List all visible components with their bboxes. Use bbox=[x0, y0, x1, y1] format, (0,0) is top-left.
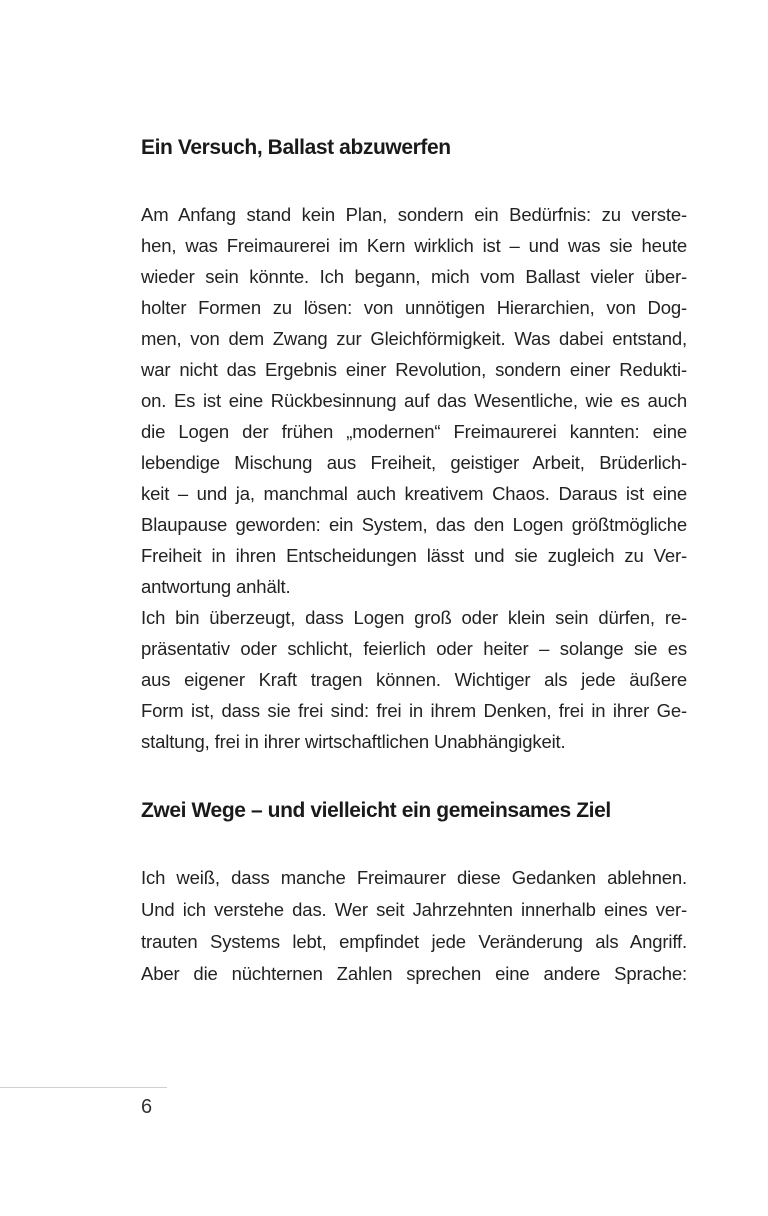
text-line: Am Anfang stand kein Plan, sondern ein Bedürfnis: zu verste- bbox=[141, 204, 687, 225]
text-line: men, von dem Zwang zur Gleichförmigkeit. Was dabei entstand, bbox=[141, 328, 687, 349]
text-line: hen, was Freimaurerei im Kern wirklich ist – und was sie heute bbox=[141, 235, 687, 256]
text-line: Form ist, dass sie frei sind: frei in ihrem Denken, frei in ihrer Ge- bbox=[141, 700, 687, 721]
text-line: Ich weiß, dass manche Freimaurer diese Gedanken ablehnen. bbox=[141, 867, 687, 888]
text-line: die Logen der frühen „modernen“ Freimaurerei kannten: eine bbox=[141, 421, 687, 442]
text-line: Aber die nüchternen Zahlen sprechen eine andere Sprache: bbox=[141, 963, 687, 984]
text-line: lebendige Mischung aus Freiheit, geistiger Arbeit, Brüderlich- bbox=[141, 452, 687, 473]
footer-divider bbox=[0, 1087, 167, 1088]
text-line: Freiheit in ihren Entscheidungen lässt und sie zugleich zu Ver- bbox=[141, 545, 687, 566]
section-heading-zwei-wege: Zwei Wege – und vielleicht ein gemeinsames Ziel bbox=[141, 799, 611, 822]
text-line: präsentativ oder schlicht, feierlich oder heiter – solange sie es bbox=[141, 638, 687, 659]
section-heading-ballast: Ein Versuch, Ballast abzuwerfen bbox=[141, 136, 451, 159]
text-line: aus eigener Kraft tragen können. Wichtiger als jede äußere bbox=[141, 669, 687, 690]
text-line: trauten Systems lebt, empfindet jede Veränderung als Angriff. bbox=[141, 931, 687, 952]
text-line: holter Formen zu lösen: von unnötigen Hierarchien, von Dog- bbox=[141, 297, 687, 318]
text-line: Ich bin überzeugt, dass Logen groß oder klein sein dürfen, re- bbox=[141, 607, 687, 628]
page-number: 6 bbox=[141, 1096, 153, 1118]
text-line: war nicht das Ergebnis einer Revolution, sondern einer Redukti- bbox=[141, 359, 687, 380]
text-line: on. Es ist eine Rückbesinnung auf das Wesentliche, wie es auch bbox=[141, 390, 687, 411]
text-line: antwortung anhält. bbox=[141, 576, 291, 597]
text-line: staltung, frei in ihrer wirtschaftlichen Unabhängigkeit. bbox=[141, 731, 566, 752]
text-line: Blaupause geworden: ein System, das den Logen größtmögliche bbox=[141, 514, 687, 535]
text-line: Und ich verstehe das. Wer seit Jahrzehnten innerhalb eines ver- bbox=[141, 899, 687, 920]
text-line: wieder sein könnte. Ich begann, mich vom Ballast vieler über- bbox=[141, 266, 687, 287]
text-line: keit – und ja, manchmal auch kreativem Chaos. Daraus ist eine bbox=[141, 483, 687, 504]
